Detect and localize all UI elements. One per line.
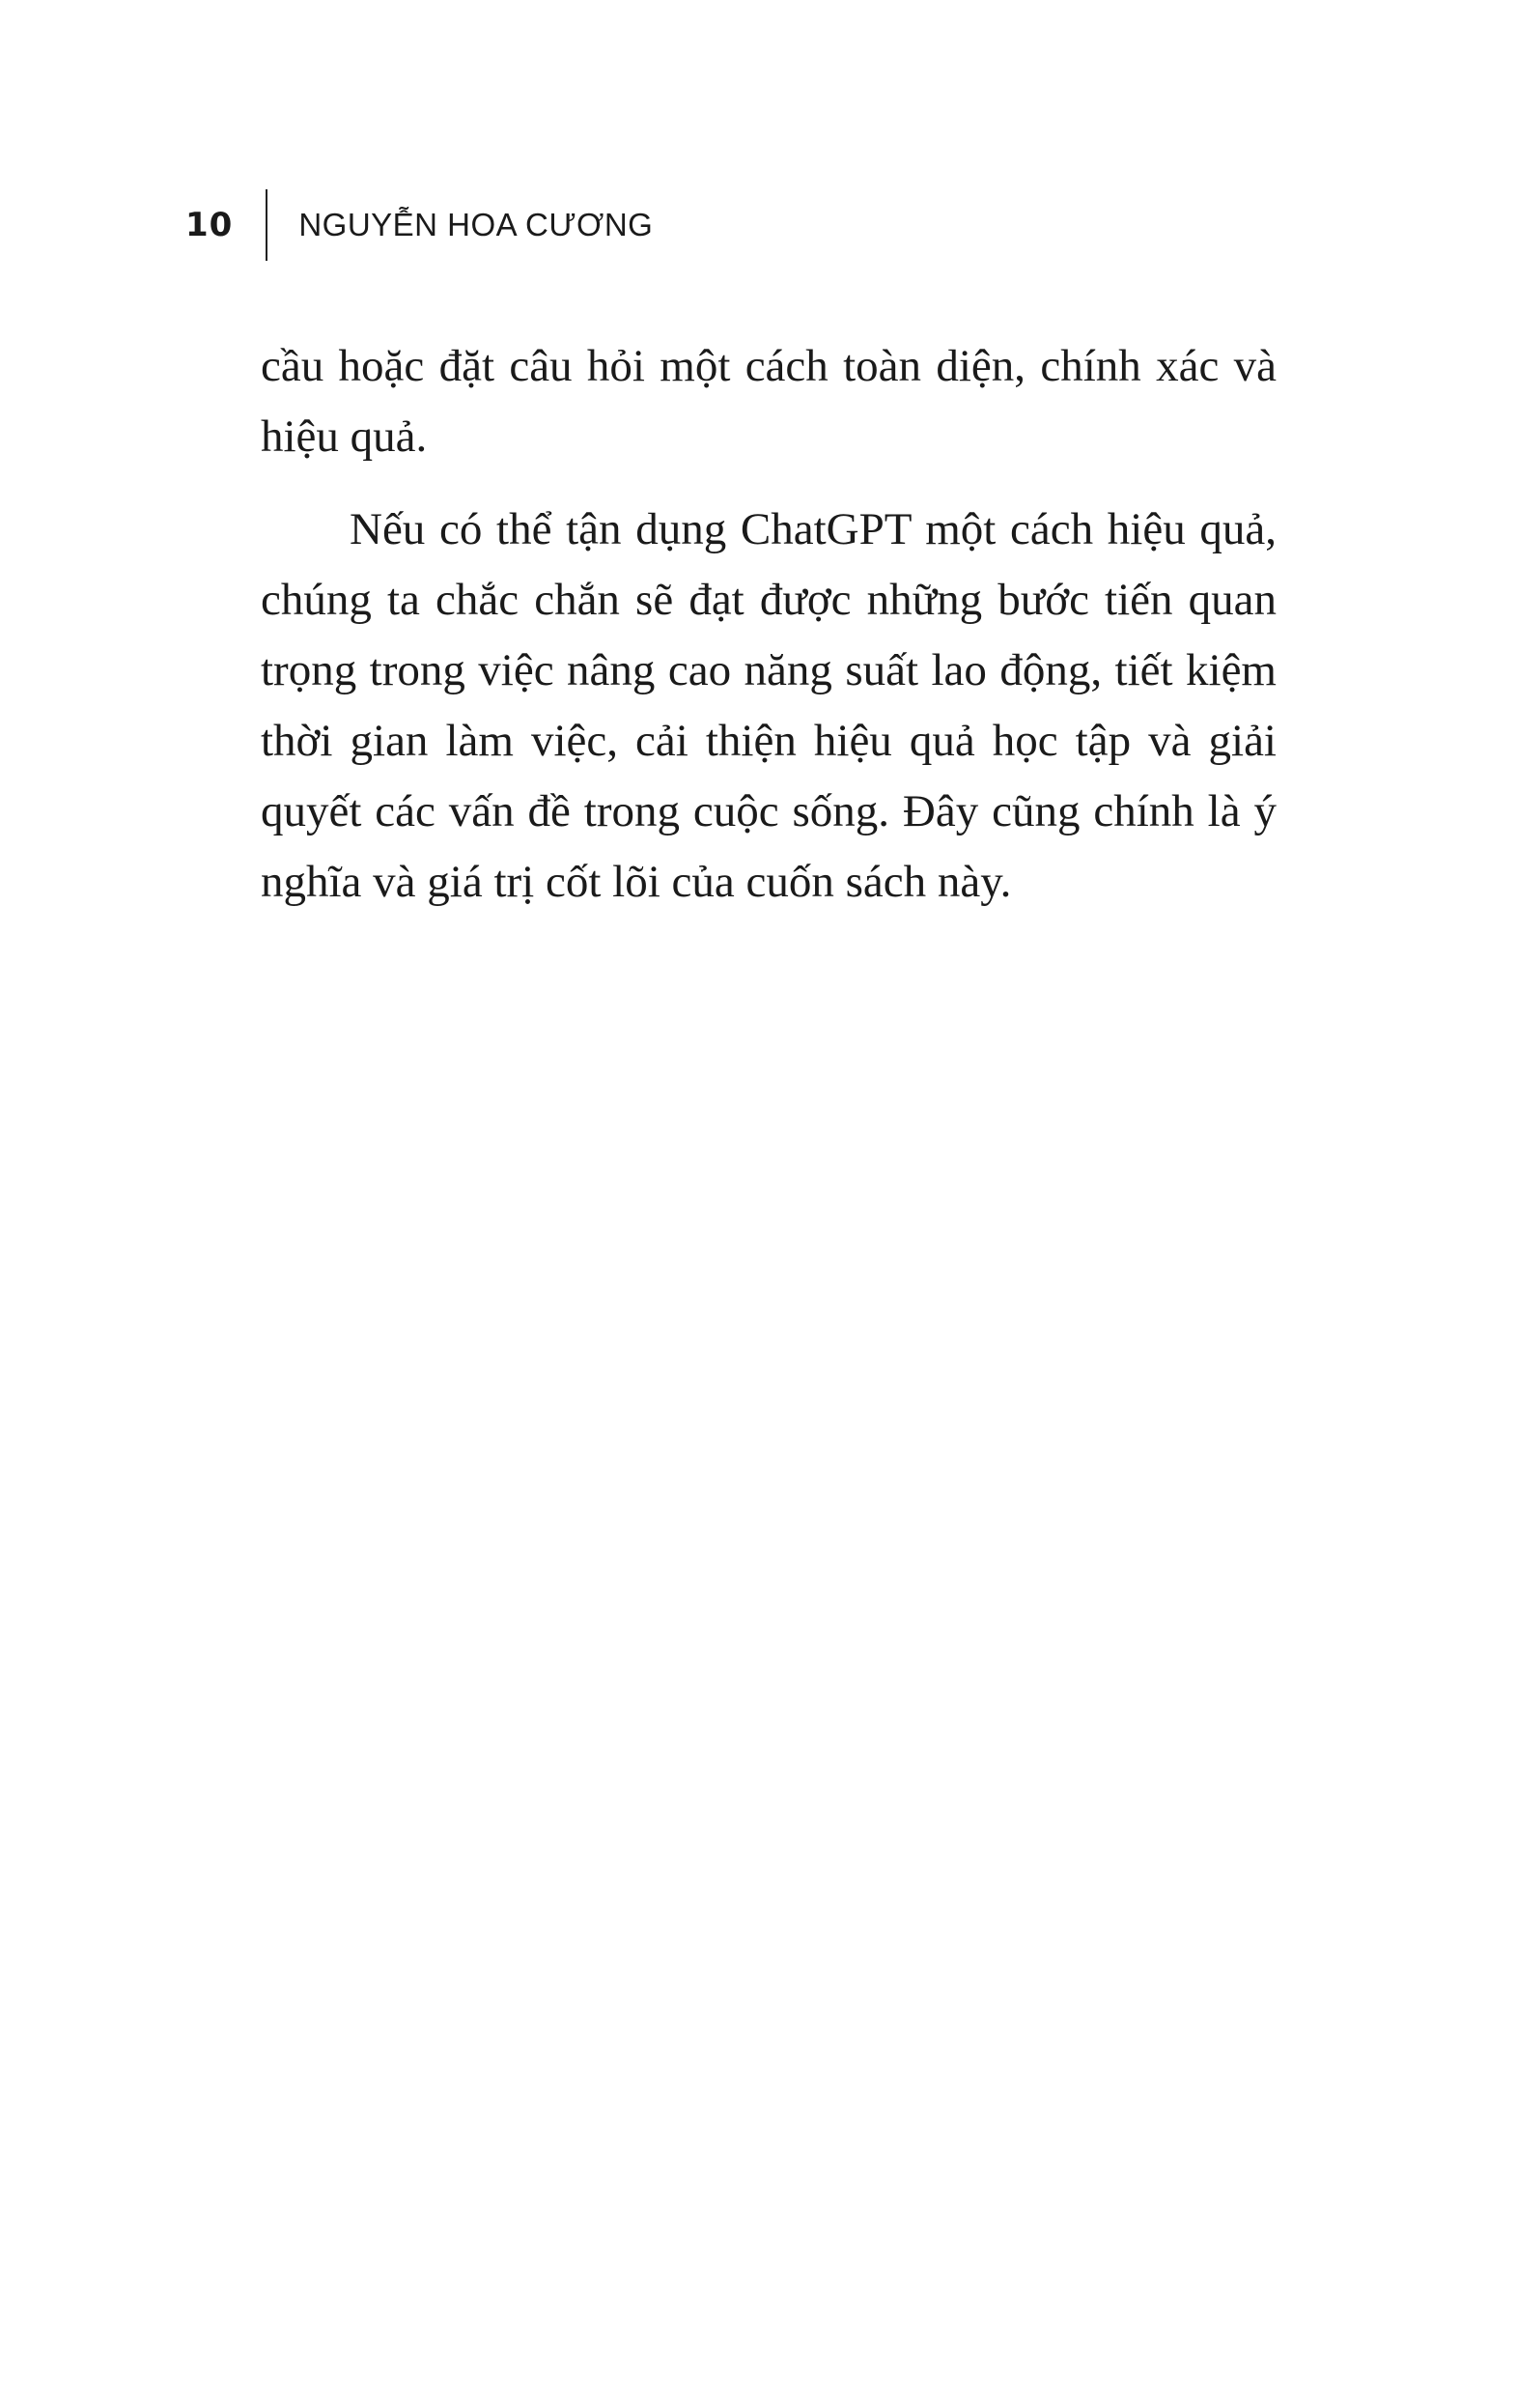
header-divider: [266, 189, 267, 261]
page-number: 10: [185, 206, 234, 244]
body-text: [261, 331, 1277, 918]
paragraph-continuation: cầu hoặc đặt câu hỏi một cách toàn diện, chính xác và hiệu quả.: [261, 341, 1277, 462]
author-name: NGUYỄN HOA CƯƠNG: [298, 207, 654, 242]
running-header: [185, 189, 653, 261]
paragraph: Nếu có thể tận dụng ChatGPT một cách hiệu quả, chúng ta chắc chắn sẽ đạt được những bước tiến quan trọng trong việc nâng cao năng suất lao động, tiết kiệm thời gian làm việc, cải thiện hiệu quả học tập và giải quyết các vấn đề trong cuộc sống. Đây cũng chính là ý nghĩa và giá trị cốt lõi của cuốn sách này.: [261, 504, 1277, 907]
